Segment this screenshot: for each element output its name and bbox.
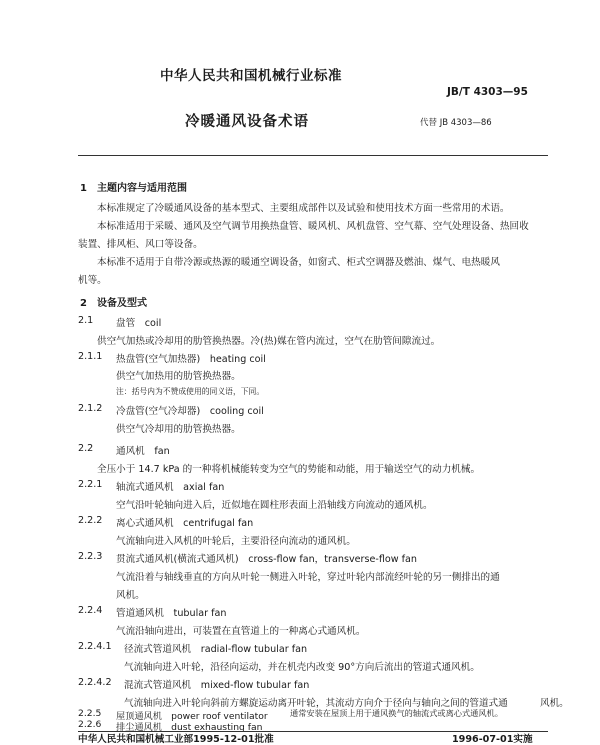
section-2-heading: 2 设备及型式: [80, 298, 147, 309]
term-2-2-2-definition: 气流轴向进入风机的叶轮后，主要沿径向流动的通风机。: [116, 536, 356, 547]
term-2-2-4-2-number: 2.2.4.2: [78, 677, 112, 688]
term-2-2-2-title: 离心式通风机 centrifugal fan: [116, 518, 254, 529]
term-2-1-2-number: 2.1.2: [78, 403, 103, 414]
term-2-2-4-2-title: 混流式管道风机 mixed-flow tubular fan: [124, 680, 310, 691]
section-1-paragraph-3-line-2: 机等。: [78, 275, 107, 286]
term-2-1-1-number: 2.1.1: [78, 351, 103, 362]
term-2-2-1-title: 轴流式通风机 axial fan: [116, 482, 225, 493]
term-2-2-4-number: 2.2.4: [78, 605, 103, 616]
term-2-2-4-1-definition: 气流轴向进入叶轮，沿径向运动，并在机壳内改变 90°方向后流出的管道式通风机。: [124, 662, 480, 673]
term-2-2-4-1-title: 径流式管道风机 radial-flow tubular fan: [124, 644, 308, 655]
term-2-2-2-number: 2.2.2: [78, 515, 103, 526]
term-2-1-title: 盘管 coil: [116, 318, 162, 329]
term-2-1-definition: 供空气加热或冷却用的肋管换热器。冷(热)媒在管内流过，空气在肋管间隙流过。: [97, 336, 441, 347]
term-2-1-2-definition: 供空气冷却用的肋管换热器。: [116, 424, 241, 435]
issuing-organization: 中华人民共和国机械行业标准: [160, 68, 342, 84]
approval-statement: 中华人民共和国机械工业部1995-12-01批准: [78, 734, 274, 745]
term-2-2-4-title: 管道通风机 tubular fan: [116, 608, 227, 619]
standard-code: JB/T 4303—95: [447, 86, 528, 98]
term-2-2-4-2-definition-line-1: 气流轴向进入叶轮向斜前方螺旋运动离开叶轮，其流动方向介于径向与轴向之间的管道式通: [124, 698, 508, 709]
term-2-2-3-definition-line-1: 气流沿着与轴线垂直的方向从叶轮一侧进入叶轮，穿过叶轮内部流经叶轮的另一侧排出的通: [116, 572, 500, 583]
term-2-2-5-title: 屋顶通风机 power roof ventilator: [116, 711, 268, 722]
term-2-2-4-1-number: 2.2.4.1: [78, 641, 112, 652]
section-1-paragraph-3-line-1: 本标准不适用于自带冷源或热源的暖通空调设备，如窗式、柜式空调器及燃油、煤气、电热暖风: [97, 257, 500, 268]
term-2-2-6-number: 2.2.6: [78, 719, 102, 730]
term-2-1-1-title: 热盘管(空气加热器) heating coil: [116, 354, 266, 365]
term-2-2-1-number: 2.2.1: [78, 479, 103, 490]
term-2-2-3-number: 2.2.3: [78, 551, 103, 562]
section-1-paragraph-2-line-1: 本标准适用于采暖、通风及空气调节用换热盘管、暖风机、风机盘管、空气幕、空气处理设备、热回收: [97, 221, 529, 232]
section-1-paragraph-2-line-2: 装置、排风柜、风口等设备。: [78, 239, 203, 250]
document-title: 冷暖通风设备术语: [185, 114, 309, 130]
section-1-paragraph-1: 本标准规定了冷暖通风设备的基本型式、主要组成部件以及试验和使用技术方面一些常用的术语。: [97, 203, 510, 214]
term-2-1-1-definition: 供空气加热用的肋管换热器。: [116, 371, 241, 382]
term-2-2-6-title: 排尘通风机 dust exhausting fan: [116, 722, 263, 733]
section-1-heading: 1 主题内容与适用范围: [80, 183, 187, 194]
header-rule: [78, 155, 548, 156]
term-2-2-title: 通风机 fan: [116, 446, 170, 457]
term-2-2-1-definition: 空气沿叶轮轴向进入后，近似地在圆柱形表面上沿轴线方向流动的通风机。: [116, 500, 433, 511]
term-2-2-5-number: 2.2.5: [78, 708, 102, 719]
term-2-2-3-title: 贯流式通风机(横流式通风机) cross-flow fan，transverse-flow fan: [116, 554, 417, 565]
replaces-standard: 代替 JB 4303—86: [420, 118, 492, 128]
term-2-2-number: 2.2: [78, 443, 94, 454]
term-2-1-2-title: 冷盘管(空气冷却器) cooling coil: [116, 406, 264, 417]
term-2-1-number: 2.1: [78, 315, 94, 326]
term-2-2-4-2-definition-line-2: 风机。: [540, 698, 569, 709]
term-2-1-1-note: 注：括号内为不赞成使用的同义语，下同。: [116, 387, 265, 396]
term-2-2-4-definition: 气流沿轴向进出，可装置在直管道上的一种离心式通风机。: [116, 626, 366, 637]
term-2-2-3-definition-line-2: 风机。: [116, 590, 145, 601]
effective-date: 1996-07-01实施: [452, 734, 533, 745]
term-2-2-definition: 全压小于 14.7 kPa 的一种将机械能转变为空气的势能和动能，用于输送空气的动力机械。: [97, 464, 481, 475]
term-2-2-5-definition: 通常安装在屋顶上用于通风换气的轴流式或离心式通风机。: [290, 708, 503, 718]
